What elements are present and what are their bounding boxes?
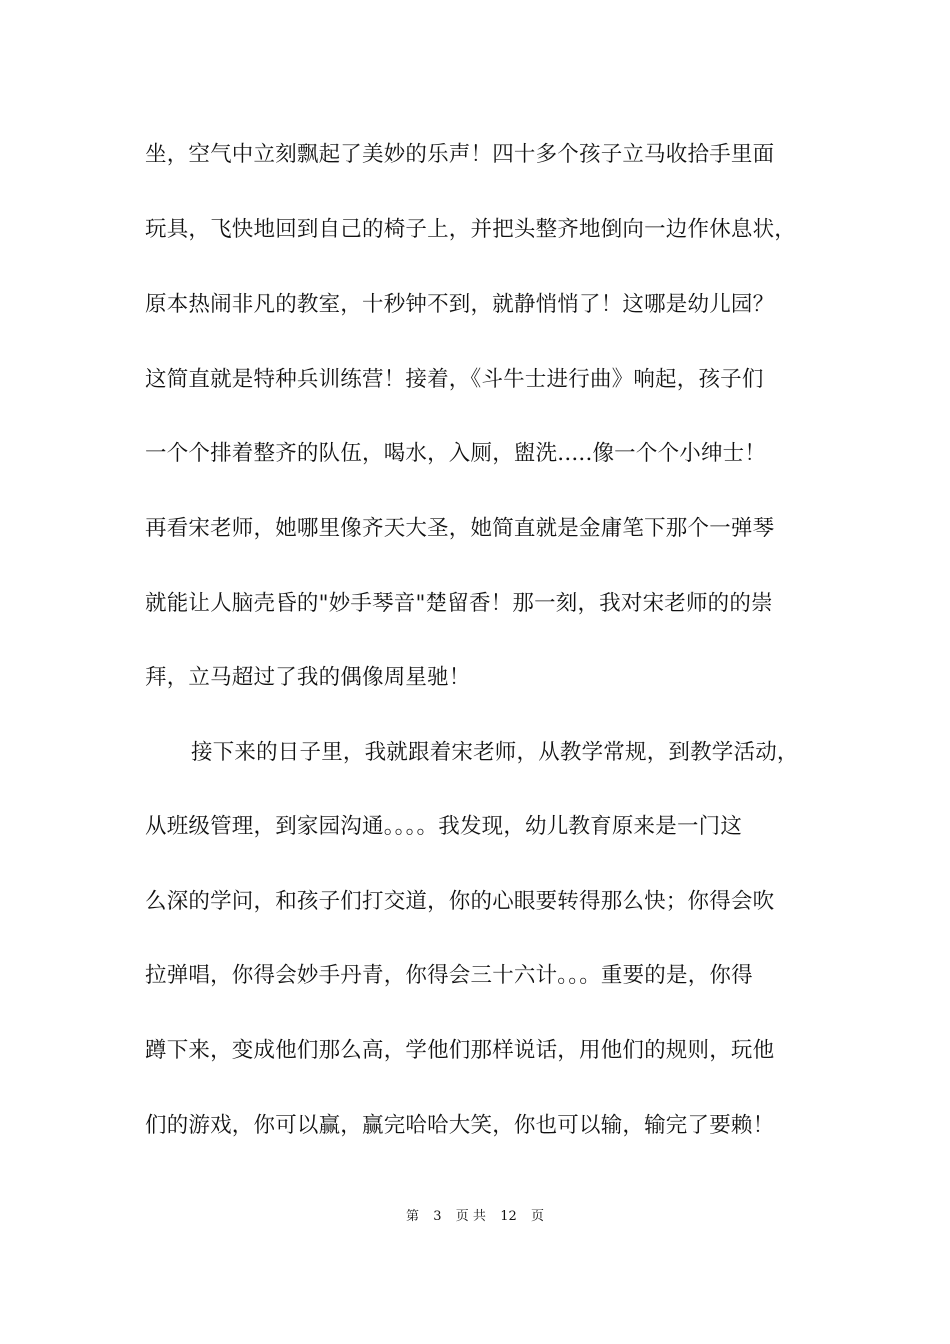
paragraph-line: 接下来的日子里，我就跟着宋老师，从教学常规，到教学活动， (191, 740, 799, 765)
paragraph-line: 一个个排着整齐的队伍，喝水，入厕，盥洗.....像一个个小绅士！ (145, 441, 767, 466)
paragraph-line: 么深的学问，和孩子们打交道，你的心眼要转得那么快；你得会吹 (145, 889, 775, 914)
paragraph-line: 玩具，飞快地回到自己的椅子上，并把头整齐地倒向一边作休息状， (145, 217, 797, 242)
footer-suffix: 页 (531, 1209, 545, 1224)
footer-middle: 页 共 (455, 1209, 486, 1224)
current-page-number: 3 (433, 1209, 442, 1224)
page-footer (0, 1208, 950, 1226)
paragraph-line: 这简直就是特种兵训练营！接着，《斗牛士进行曲》响起，孩子们 (145, 367, 764, 392)
total-pages-number: 12 (500, 1209, 517, 1224)
paragraph-line: 原本热闹非凡的教室，十秒钟不到，就静悄悄了！这哪是幼儿园？ (145, 292, 775, 317)
paragraph-line: 拉弹唱，你得会妙手丹青，你得会三十六计。。。重要的是，你得 (145, 963, 753, 988)
paragraph-line: 蹲下来，变成他们那么高，学他们那样说话，用他们的规则，玩他 (145, 1038, 775, 1063)
footer-prefix: 第 (405, 1209, 419, 1224)
paragraph-line: 坐，空气中立刻飘起了美妙的乐声！四十多个孩子立马收拾手里面 (145, 142, 775, 167)
paragraph-line: 从班级管理，到家园沟通。。。。我发现，幼儿教育原来是一门这 (145, 814, 743, 839)
paragraph-line: 就能让人脑壳昏的"妙手琴音"楚留香！那一刻，我对宋老师的的崇 (145, 591, 773, 616)
paragraph-line: 拜，立马超过了我的偶像周星驰！ (145, 665, 471, 690)
paragraph-line: 再看宋老师，她哪里像齐天大圣，她简直就是金庸笔下那个一弹琴 (145, 516, 775, 541)
paragraph-line: 们的游戏，你可以赢，赢完哈哈大笑，你也可以输，输完了要赖！ (145, 1113, 775, 1138)
